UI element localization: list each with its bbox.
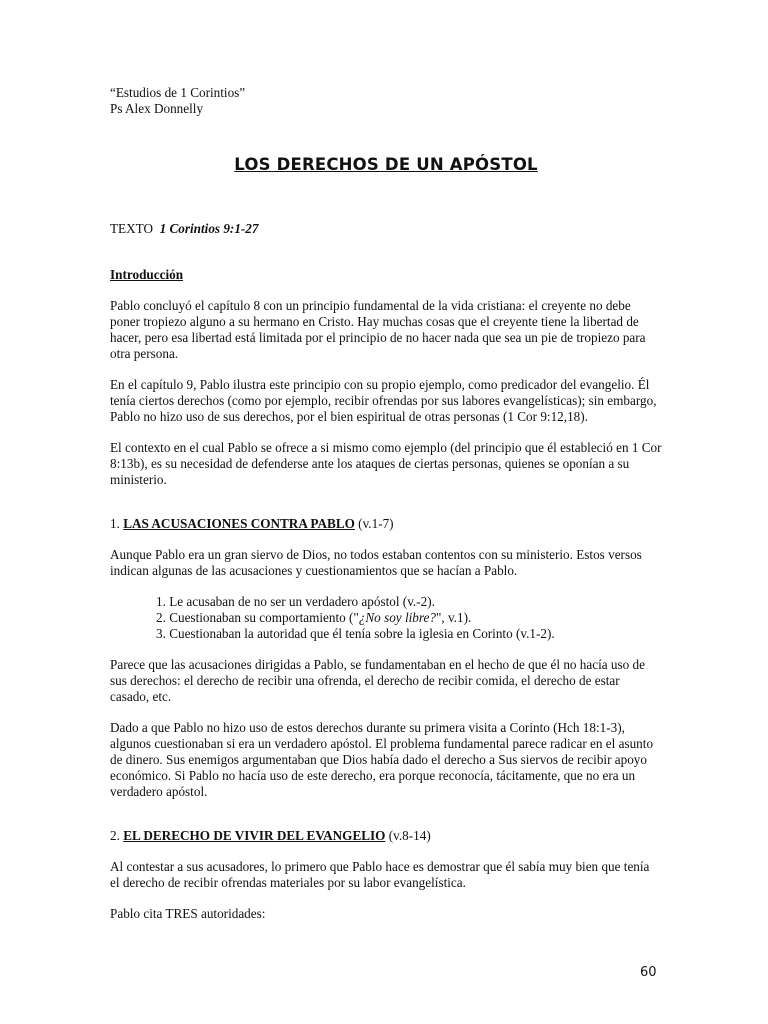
intro-paragraph-1: Pablo concluyó el capítulo 8 con un principio fundamental de la vida cristiana: el creyente no debe poner tropiezo alguno a su hermano en Cristo. Hay muchas cosas que el creyente tiene la libertad de hacer, pero esa libertad está limitada por el principio de no hacer nada que sea un pie de tropiezo para otra persona. [110,298,646,361]
section-2-title: EL DERECHO DE VIVIR DEL EVANGELIO [123,828,386,843]
series-title: “Estudios de 1 Corintios” [110,85,246,100]
section-1-ref: (v.1-7) [358,516,394,531]
accusations-list [110,594,662,642]
intro-paragraph-3: El contexto en el cual Pablo se ofrece a si mismo como ejemplo (del principio que él estableció en 1 Cor 8:13b), es su necesidad de defenderse ante los ataques de ciertas personas, quienes se oponían a su ministerio. [110,440,662,487]
section-1-heading [110,516,662,532]
section-2-ref: (v.8-14) [388,828,431,843]
section-2-heading [110,828,662,844]
scripture-reference [110,221,662,237]
intro-paragraph-2: En el capítulo 9, Pablo ilustra este principio con su propio ejemplo, como predicador del evangelio. Él tenía ciertos derechos (como por ejemplo, recibir ofrendas por sus labores evangelísticas); sin embargo, Pablo no hizo uso de sus derechos, por el bien espiritual de otras personas (1 Cor 9:12,18). [110,377,657,424]
page-title: LOS DERECHOS DE UN APÓSTOL [234,155,538,174]
section-2-number: 2. [110,828,120,843]
section-2-paragraph-2: Pablo cita TRES autoridades: [110,906,266,921]
author-name: Ps Alex Donnelly [110,101,204,116]
list-item-text: 2. Cuestionaban su comportamiento (" [156,610,359,625]
texto-reference: 1 Corintios 9:1-27 [159,221,259,236]
section-1-title: LAS ACUSACIONES CONTRA PABLO [123,516,355,531]
section-1-paragraph-3: Dado a que Pablo no hizo uso de estos derechos durante su primera visita a Corinto (Hch 18:1-3), algunos cuestionaban si era un verdadero apóstol. El problema fundamental parece radicar en el asunto de dinero. Sus enemigos argumentaban que Dios había dado el derecho a Sus siervos de recibir apoyo económico. Si Pablo no hacía uso de este derecho, era porque reconocía, tácitamente, que no era un verdadero apóstol. [110,720,654,799]
document-body [110,85,662,922]
list-item [110,610,662,626]
section-1-paragraph-1: Aunque Pablo era un gran siervo de Dios, no todos estaban contentos con su ministerio. Estos versos indican algunas de las acusaciones y cuestionamientos que se hacían a Pablo. [110,547,642,578]
list-item-quote: ¿No soy libre? [358,610,436,625]
list-item: 3. Cuestionaban la autoridad que él tenía sobre la iglesia en Corinto (v.1-2). [156,626,555,641]
section-2-paragraph-1: Al contestar a sus acusadores, lo primero que Pablo hace es demostrar que él sabía muy bien que tenía el derecho de recibir ofrendas materiales por su labor evangelística. [110,859,650,890]
section-1-number: 1. [110,516,120,531]
list-item: 1. Le acusaban de no ser un verdadero apóstol (v.-2). [156,594,435,609]
document-header [110,85,662,117]
intro-heading: Introducción [110,267,184,282]
page-number: 60 [640,965,657,980]
texto-label: TEXTO [110,221,153,236]
section-1-paragraph-2: Parece que las acusaciones dirigidas a Pablo, se fundamentaban en el hecho de que él no hacía uso de sus derechos: el derecho de recibir una ofrenda, el derecho de recibir comida, el derecho de estar casado, etc. [110,657,645,704]
list-item-text: ", v.1). [435,610,472,625]
